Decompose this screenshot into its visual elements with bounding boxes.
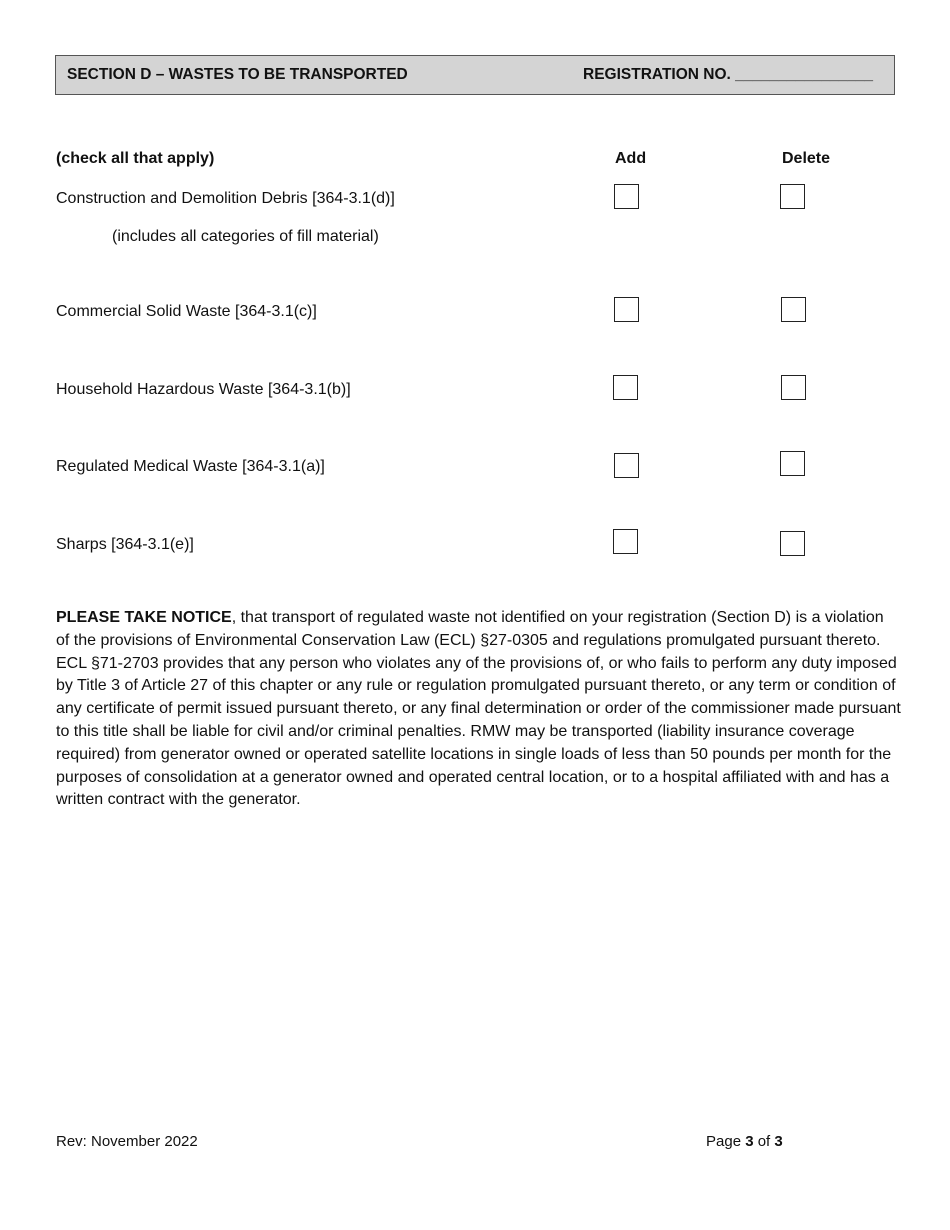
add-checkbox-sharps[interactable]	[613, 529, 638, 554]
waste-label-construction-demolition: Construction and Demolition Debris [364-3.1(d)]	[56, 190, 395, 207]
waste-label-household-hazardous: Household Hazardous Waste [364-3.1(b)]	[56, 381, 351, 398]
check-all-instruction: (check all that apply)	[56, 150, 215, 167]
delete-checkbox-sharps[interactable]	[780, 531, 805, 556]
delete-checkbox-household-hazardous[interactable]	[781, 375, 806, 400]
notice-paragraph	[56, 607, 901, 812]
section-title: SECTION D – WASTES TO BE TRANSPORTED	[67, 66, 408, 83]
notice-lead: PLEASE TAKE NOTICE	[56, 609, 232, 626]
page-middle: of	[753, 1133, 775, 1150]
add-checkbox-household-hazardous[interactable]	[613, 375, 638, 400]
waste-sublabel-fill-material: (includes all categories of fill material)	[112, 228, 379, 245]
section-header-bar	[55, 55, 895, 95]
delete-checkbox-commercial-solid[interactable]	[781, 297, 806, 322]
page-total: 3	[774, 1133, 783, 1150]
delete-checkbox-regulated-medical[interactable]	[780, 451, 805, 476]
delete-column-header: Delete	[782, 150, 831, 167]
add-checkbox-regulated-medical[interactable]	[614, 453, 639, 478]
delete-checkbox-construction-demolition[interactable]	[780, 184, 805, 209]
page-current: 3	[745, 1133, 754, 1150]
page-number	[706, 1133, 783, 1150]
waste-label-commercial-solid: Commercial Solid Waste [364-3.1(c)]	[56, 303, 317, 320]
notice-body: , that transport of regulated waste not identified on your registration (Section D) is a violation of the provisions of Environmental Conservation Law (ECL) §27-0305 and regulations promulgated pursuant thereto. ECL §71-2703 provides that any person who violates any of the provisions of, or who fails to perform any duty imposed by Title 3 of Article 27 of this chapter or any rule or regulation promulgated pursuant thereto, or any term or condition of any certificate of permit issued pursuant thereto, or any final determination or order of the commissioner made pursuant to this title shall be liable for civil and/or criminal penalties. RMW may be transported (liability insurance coverage required) from generator owned or operated satellite locations in single loads of less than 50 pounds per month for the purposes of consolidation at a generator owned and operated central location, or to a hospital affiliated with and has a written contract with the generator.	[56, 609, 901, 809]
waste-label-sharps: Sharps [364-3.1(e)]	[56, 536, 194, 553]
add-column-header: Add	[615, 150, 647, 167]
registration-number-label: REGISTRATION NO. ________________	[583, 66, 874, 83]
waste-label-regulated-medical: Regulated Medical Waste [364-3.1(a)]	[56, 458, 325, 475]
add-checkbox-construction-demolition[interactable]	[614, 184, 639, 209]
page-prefix: Page	[706, 1133, 746, 1150]
add-checkbox-commercial-solid[interactable]	[614, 297, 639, 322]
revision-date: Rev: November 2022	[56, 1133, 198, 1150]
